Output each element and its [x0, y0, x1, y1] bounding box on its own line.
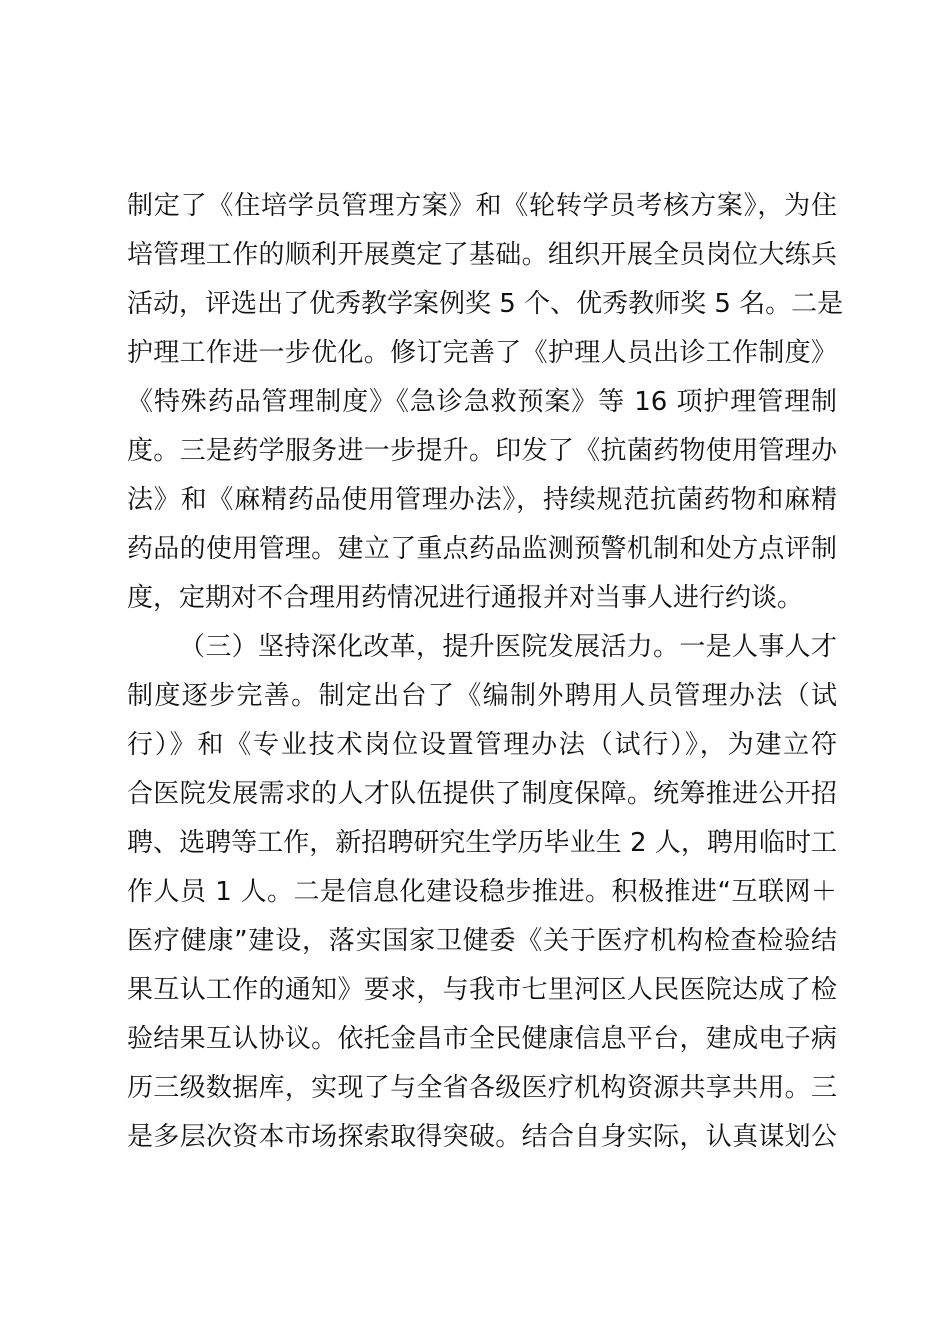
text-line-4: 护理工作进一步优化。修订完善了《护理人员出诊工作制度》	[127, 338, 837, 368]
text-line-17: 果互认工作的通知》要求，与我市七里河区人民医院达成了检	[127, 975, 837, 1005]
text-line-12: 行）》和《专业技术岗位设置管理办法（试行）》，为建立符	[127, 730, 837, 760]
text-line-1: 制定了《住培学员管理方案》和《轮转学员考核方案》，为住	[127, 191, 837, 221]
text-line-10: （三）坚持深化改革，提升医院发展活力。一是人事人才	[179, 632, 837, 662]
text-line-11: 制度逐步完善。制定出台了《编制外聘用人员管理办法（试	[127, 681, 837, 711]
text-line-3: 活动，评选出了优秀教学案例奖 5 个、优秀教师奖 5 名。二是	[127, 289, 844, 319]
text-line-2: 培管理工作的顺利开展奠定了基础。组织开展全员岗位大练兵	[127, 240, 837, 270]
body-text	[127, 182, 844, 1162]
text-line-6: 度。三是药学服务进一步提升。印发了《抗菌药物使用管理办	[127, 436, 837, 466]
text-line-14: 聘、选聘等工作，新招聘研究生学历毕业生 2 人，聘用临时工	[127, 828, 837, 858]
text-line-16: 医疗健康”建设，落实国家卫健委《关于医疗机构检查检验结	[127, 926, 837, 956]
text-line-15: 作人员 1 人。二是信息化建设稳步推进。积极推进“互联网＋	[127, 877, 837, 907]
text-line-9: 度，定期对不合理用药情况进行通报并对当事人进行约谈。	[127, 583, 804, 613]
text-line-18: 验结果互认协议。依托金昌市全民健康信息平台，建成电子病	[127, 1024, 837, 1054]
text-line-5: 《特殊药品管理制度》《急诊急救预案》等 16 项护理管理制	[127, 387, 837, 417]
text-line-8: 药品的使用管理。建立了重点药品监测预警机制和处方点评制	[127, 534, 837, 564]
text-line-20: 是多层次资本市场探索取得突破。结合自身实际，认真谋划公	[127, 1122, 837, 1152]
text-line-7: 法》和《麻精药品使用管理办法》，持续规范抗菌药物和麻精	[127, 485, 837, 515]
text-line-13: 合医院发展需求的人才队伍提供了制度保障。统筹推进公开招	[127, 779, 837, 809]
text-line-19: 历三级数据库，实现了与全省各级医疗机构资源共享共用。三	[127, 1073, 837, 1103]
